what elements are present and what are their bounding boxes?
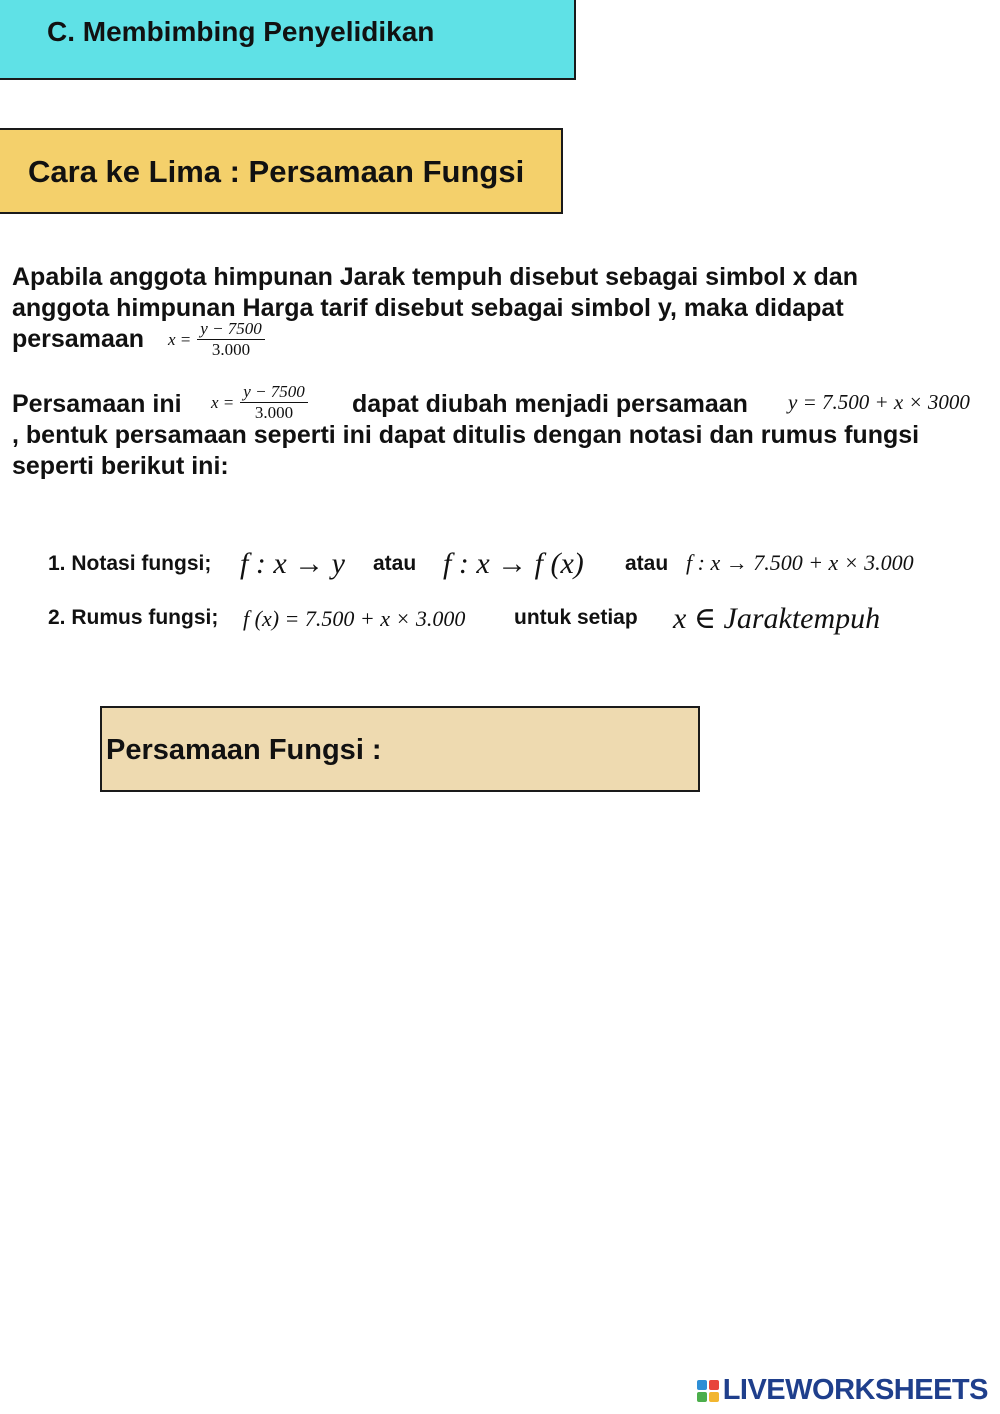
formula-1-lhs: x = xyxy=(168,329,192,349)
brand-logo xyxy=(697,1374,988,1407)
method-header xyxy=(0,128,563,214)
rumus-fungsi-label: 2. Rumus fungsi; xyxy=(48,606,219,629)
paragraph-2-prefix: Persamaan ini xyxy=(12,390,182,418)
section-header xyxy=(0,0,576,80)
formula-2-numerator: y − 7500 xyxy=(240,382,308,403)
notation-separator-2: atau xyxy=(625,552,669,575)
notation-separator-1: atau xyxy=(373,552,417,575)
paragraph-2-middle: dapat diubah menjadi persamaan xyxy=(352,390,748,418)
paragraph-2-line-3: seperti berikut ini: xyxy=(12,452,229,480)
method-title: Cara ke Lima : Persamaan Fungsi xyxy=(28,154,525,189)
formula-2-fraction xyxy=(240,382,308,423)
notation-math-3: f : x → 7.500 + x × 3.000 xyxy=(686,550,914,575)
answer-label: Persamaan Fungsi : xyxy=(106,734,382,766)
paragraph-2-line-2: , bentuk persamaan seperti ini dapat ditulis dengan notasi dan rumus fungsi xyxy=(12,421,920,449)
section-title: C. Membimbing Penyelidikan xyxy=(47,16,435,47)
formula-2-denominator: 3.000 xyxy=(254,403,294,422)
formula-1-denominator: 3.000 xyxy=(211,340,251,359)
notasi-fungsi-label: 1. Notasi fungsi; xyxy=(48,552,212,575)
formula-1-numerator: y − 7500 xyxy=(197,319,265,340)
paragraph-1-line-2: anggota himpunan Harga tarif disebut sebagai simbol y, maka didapat xyxy=(12,294,844,322)
paragraph-1-line-1: Apabila anggota himpunan Jarak tempuh disebut sebagai simbol x dan xyxy=(12,263,858,291)
liveworksheets-grid-icon xyxy=(697,1380,719,1402)
formula-x-equals-1 xyxy=(168,319,265,360)
formula-rule: f (x) = 7.500 + x × 3.000 xyxy=(243,606,466,631)
formula-2-lhs: x = xyxy=(211,392,235,412)
formula-1-fraction xyxy=(197,319,265,360)
domain-statement: x ∈ Jaraktempuh xyxy=(673,602,881,635)
rule-separator: untuk setiap xyxy=(514,606,638,629)
paragraph-1-line-3 xyxy=(12,324,144,355)
formula-x-equals-2 xyxy=(211,382,308,423)
formula-result: y = 7.500 + x × 3000 xyxy=(788,390,970,414)
answer-box[interactable] xyxy=(100,706,700,792)
notation-math-2: f : x → f (x) xyxy=(443,547,584,580)
paragraph-1-prefix: persamaan xyxy=(12,325,145,353)
brand-name: LIVEWORKSHEETS xyxy=(722,1374,988,1406)
notation-math-1: f : x → y xyxy=(240,547,345,580)
